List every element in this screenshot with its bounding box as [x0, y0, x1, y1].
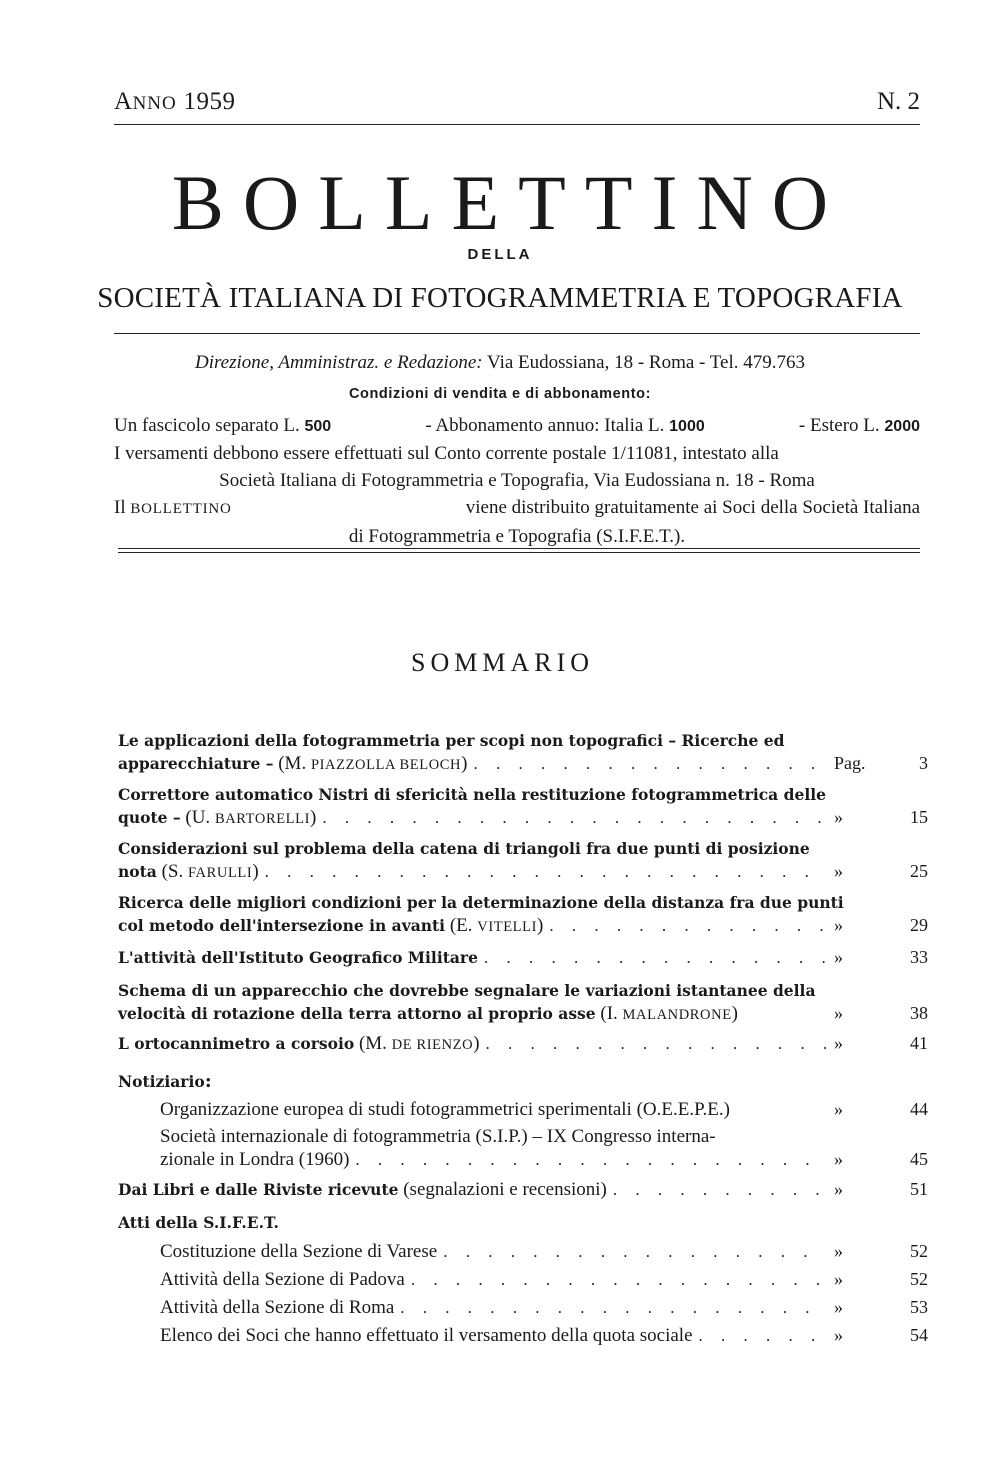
subscription-info — [114, 412, 920, 550]
toc-entry — [118, 730, 928, 774]
toc-title-line: Ricerca delle migliori condizioni per la determinazione della distanza fra due punti — [118, 893, 844, 912]
notiziario-section — [118, 1070, 928, 1170]
toc-tail-line — [118, 946, 928, 968]
toc-author-initial: (S. — [161, 861, 184, 882]
price-single-label: Un fascicolo separato L. — [114, 415, 300, 436]
double-rule-lower — [118, 552, 920, 553]
leader-dots — [543, 915, 826, 937]
double-rule-upper — [118, 548, 920, 549]
toc-author-close: ) — [731, 1003, 738, 1024]
page-number: 45 — [910, 1149, 928, 1169]
toc-tail-line — [118, 1032, 928, 1054]
toc-author-initial: (M. — [358, 1033, 387, 1054]
distribution-line-2: di Fotogrammetria e Topografia (S.I.F.E.T.). — [348, 526, 686, 547]
toc-title-end: L ortocannimetro a corsoio — [118, 1034, 355, 1053]
page-mark: Pag. — [834, 753, 866, 773]
toc-author: DE RIENZO — [391, 1037, 474, 1053]
page-mark: » — [834, 1325, 843, 1345]
page-mark: » — [834, 807, 843, 827]
toc-entry — [118, 980, 928, 1024]
toc-tail-line — [118, 1296, 928, 1318]
page-number: 3 — [919, 753, 928, 773]
toc-author-close: ) — [473, 1033, 480, 1054]
toc-title-end: nota — [118, 862, 157, 881]
toc-title-end: col metodo dell'intersezione in avanti — [118, 916, 446, 935]
toc-author-close: ) — [461, 753, 468, 774]
price-italy-label: - Abbonamento annuo: Italia L. — [425, 415, 665, 436]
leader-dots — [478, 947, 826, 969]
middle-rule — [114, 333, 920, 334]
toc-author: VITELLI — [477, 919, 538, 935]
price-line — [114, 412, 920, 440]
notiziario-colon: : — [204, 1070, 212, 1092]
toc-tail-line — [118, 1148, 928, 1170]
toc-author-initial: (E. — [449, 915, 473, 936]
toc-entry — [118, 892, 928, 936]
year: 1959 — [183, 88, 236, 115]
section-label — [118, 1070, 928, 1092]
year-label — [114, 88, 235, 116]
toc-author-close: ) — [252, 861, 259, 882]
toc-subtitle: (segnalazioni e recensioni) — [403, 1179, 607, 1200]
page-number: 53 — [910, 1297, 928, 1317]
conditions-heading: Condizioni di vendita e di abbonamento: — [348, 386, 652, 402]
toc-entry — [118, 784, 928, 828]
anno-initial: A — [114, 88, 133, 115]
page-mark: » — [834, 1149, 843, 1169]
section-label: Atti della S.I.F.E.T. — [118, 1213, 279, 1232]
price-single: 500 — [304, 418, 332, 435]
anno-smallcaps: NNO — [132, 93, 177, 114]
atti-item: Attività della Sezione di Roma — [160, 1297, 395, 1318]
page-number: 38 — [910, 1003, 928, 1023]
leader-dots — [467, 753, 826, 775]
issue-header — [114, 88, 920, 124]
society-name: SOCIETÀ ITALIANA DI FOTOGRAMMETRIA E TOPOGRAFIA — [97, 282, 903, 314]
top-rule — [114, 124, 920, 125]
toc-author-close: ) — [310, 807, 317, 828]
page-number: 15 — [910, 807, 928, 827]
toc-tail-line — [118, 1178, 928, 1200]
leader-dots — [316, 807, 826, 829]
toc-tail-line — [118, 1002, 928, 1024]
page-mark: » — [834, 1297, 843, 1317]
leader-dots — [394, 1297, 826, 1319]
toc-author: BARTORELLI — [214, 811, 311, 827]
journal-title: BOLLETTINO — [171, 159, 848, 246]
leader-dots — [480, 1033, 826, 1055]
distribution-article: Il — [114, 497, 126, 518]
distribution-line — [114, 494, 920, 523]
toc-tail-line — [118, 806, 928, 828]
page-mark: » — [834, 861, 843, 881]
leader-dots — [349, 1149, 826, 1171]
page-number: 25 — [910, 861, 928, 881]
atti-item: Elenco dei Soci che hanno effettuato il versamento della quota sociale — [160, 1325, 693, 1346]
issue-number: N. 2 — [876, 88, 920, 115]
address-plain: Via Eudossiana, 18 - Roma - Tel. 479.763 — [487, 352, 806, 373]
page-mark: » — [834, 1179, 843, 1199]
atti-item: Costituzione della Sezione di Varese — [160, 1241, 438, 1262]
leader-dots — [259, 861, 826, 883]
toc-entry — [118, 1032, 928, 1054]
page-mark: » — [834, 1003, 843, 1023]
toc-author: PIAZZOLLA BELOCH — [310, 757, 462, 773]
toc-tail-line — [118, 1098, 928, 1120]
payee-line: Società Italiana di Fotogrammetria e Topografia, Via Eudossiana n. 18 - Roma — [219, 470, 815, 491]
toc-author-initial: (U. — [185, 807, 211, 828]
page-number: 52 — [910, 1269, 928, 1289]
toc-title-line: Le applicazioni della fotogrammetria per scopi non topografici – Ricerche ed — [118, 731, 785, 750]
toc-title-end: quote – — [118, 808, 181, 827]
page-number: 54 — [910, 1325, 928, 1345]
notiziario-item: Organizzazione europea di studi fotogrammetrici sperimentali (O.E.E.P.E.) — [160, 1099, 730, 1120]
toc-tail-line — [118, 860, 928, 882]
page-number: 33 — [910, 947, 928, 967]
toc-tail-line — [118, 1240, 928, 1262]
leader-dots — [437, 1241, 826, 1263]
toc-title-line: Correttore automatico Nistri di sfericità nella restituzione fotogrammetrica delle — [118, 785, 826, 804]
distribution-journal: BOLLETTINO — [130, 501, 232, 517]
toc-title-end: L'attività dell'Istituto Geografico Militare — [118, 948, 478, 967]
atti-section — [118, 1212, 928, 1346]
toc-title-end: Dai Libri e dalle Riviste ricevute — [118, 1180, 399, 1199]
price-abroad-label: - Estero L. — [798, 415, 880, 436]
toc-entry — [118, 946, 928, 968]
toc-title-line: Considerazioni sul problema della catena di triangoli fra due punti di posizione — [118, 839, 810, 858]
toc-author: FARULLI — [187, 865, 253, 881]
page-number: 44 — [910, 1099, 928, 1119]
address-italic: Direzione, Amministraz. e Redazione: — [194, 352, 483, 373]
notiziario-item: zionale in Londra (1960) — [160, 1149, 350, 1170]
toc-tail-line — [118, 1268, 928, 1290]
page-mark: » — [834, 1269, 843, 1289]
toc-author-initial: (M. — [278, 753, 307, 774]
distribution-text: viene distribuito gratuitamente ai Soci della Società Italiana — [465, 497, 920, 518]
toc-title-line: Schema di un apparecchio che dovrebbe segnalare le variazioni istantanee della — [118, 981, 816, 1000]
page-mark: » — [834, 947, 843, 967]
leader-dots — [607, 1179, 826, 1201]
toc-title-end: apparecchiature – — [118, 754, 274, 773]
toc-entry — [118, 1178, 928, 1200]
notiziario-item-line: Società internazionale di fotogrammetria (S.I.P.) – IX Congresso interna- — [160, 1126, 716, 1147]
toc-tail-line — [118, 1324, 928, 1346]
page-number: 41 — [910, 1033, 928, 1053]
price-italy: 1000 — [669, 418, 705, 435]
toc-entry — [118, 838, 928, 882]
address-line — [0, 352, 1000, 374]
price-abroad: 2000 — [884, 418, 920, 435]
page-number: 52 — [910, 1241, 928, 1261]
toc-title-end: velocità di rotazione della terra attorno al proprio asse — [118, 1004, 596, 1023]
atti-item: Attività della Sezione di Padova — [160, 1269, 405, 1290]
page-mark: » — [834, 1099, 843, 1119]
page-mark: » — [834, 1033, 843, 1053]
notiziario-label: Notiziario — [118, 1072, 205, 1091]
page-mark: » — [834, 1241, 843, 1261]
toc-tail-line — [118, 752, 928, 774]
toc-tail-line — [118, 914, 928, 936]
leader-dots — [693, 1325, 826, 1347]
payment-line: I versamenti debbono essere effettuati sul Conto corrente postale 1/11081, intestato alla — [114, 443, 779, 464]
contents-heading: SOMMARIO — [410, 648, 595, 677]
toc-author: MALANDRONE — [622, 1007, 732, 1023]
page-number: 29 — [910, 915, 928, 935]
leader-dots — [405, 1269, 826, 1291]
toc-author-close: ) — [537, 915, 544, 936]
toc-author-initial: (I. — [600, 1003, 618, 1024]
page-number: 51 — [910, 1179, 928, 1199]
della-label: DELLA — [467, 246, 533, 263]
page-mark: » — [834, 915, 843, 935]
